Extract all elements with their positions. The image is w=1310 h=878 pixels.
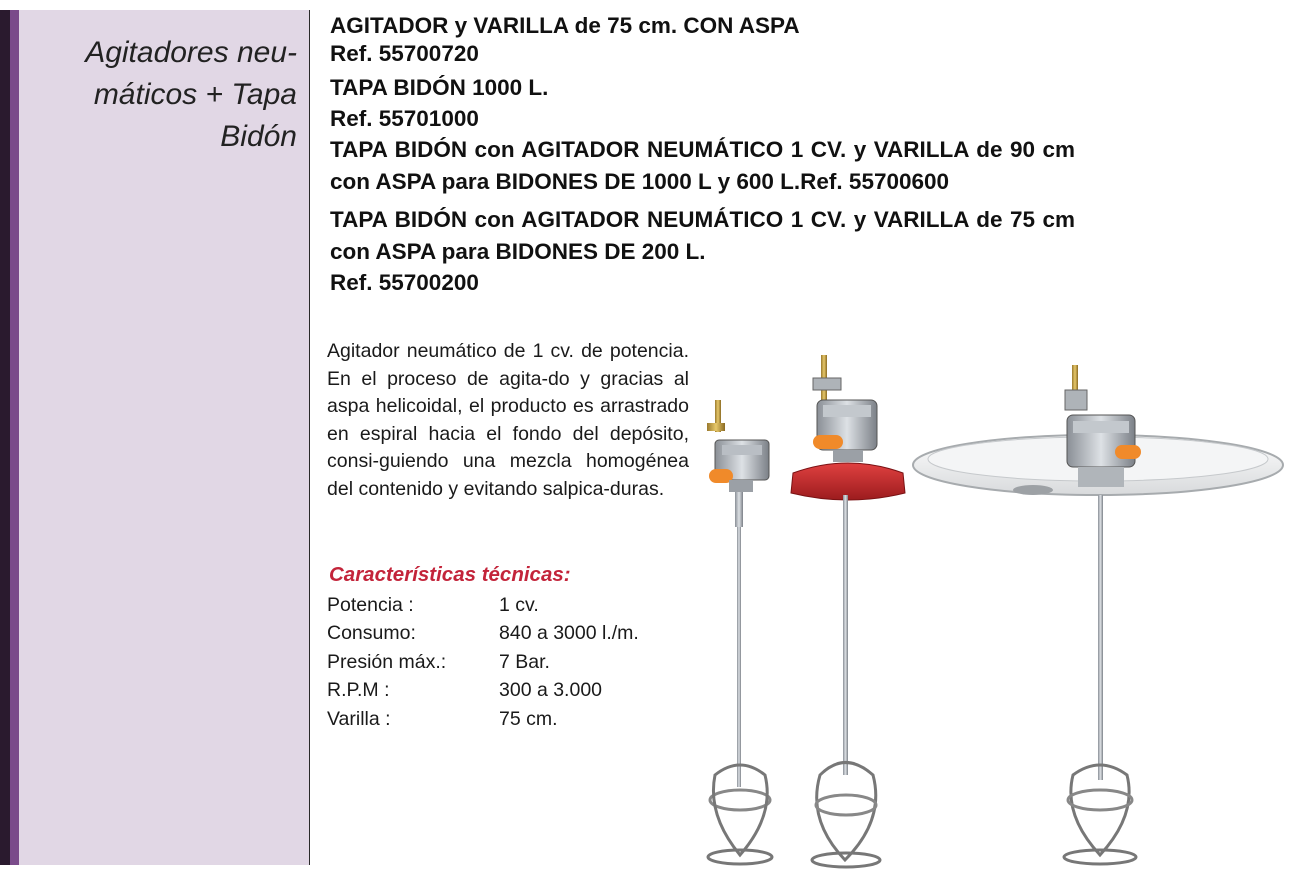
spec-value: 1 cv. xyxy=(499,594,539,616)
agitator-standalone-image xyxy=(707,400,772,864)
heading-agitator-ref: Ref. 55700720 xyxy=(330,41,479,66)
product-headings xyxy=(330,10,1080,299)
heading-lid-agitator-200: TAPA BIDÓN con AGITADOR NEUMÁTICO 1 CV. y VARILLA de 75 cm con ASPA para BIDONES DE 200 L. xyxy=(330,207,1075,264)
spec-row xyxy=(327,676,727,704)
spec-value: 840 a 3000 l./m. xyxy=(499,622,639,645)
specs-table xyxy=(327,591,727,733)
category-sidebar xyxy=(0,10,310,865)
spec-label: R.P.M : xyxy=(327,679,390,702)
spec-row xyxy=(327,705,727,733)
product-photos xyxy=(695,345,1295,875)
agitator-red-lid-image xyxy=(791,355,905,867)
spec-label: Presión máx.: xyxy=(327,650,447,673)
spec-row xyxy=(327,648,727,676)
heading-lid-ref: Ref. 55701000 xyxy=(330,106,479,131)
sidebar-dark-stripe xyxy=(0,10,10,865)
specs-title: Características técnicas: xyxy=(329,563,571,586)
spec-label: Potencia : xyxy=(327,594,414,616)
product-description: Agitador neumático de 1 cv. de potencia. En el proceso de agita-do y gracias al aspa helicoidal, el producto es arrastrado en espiral hacia el fondo del depósito, consi-guiendo una mezcla homogénea del contenido y evitando salpica-duras. xyxy=(327,340,689,500)
heading-lid-agitator-1000: TAPA BIDÓN con AGITADOR NEUMÁTICO 1 CV. y VARILLA de 90 cm con ASPA para BIDONES DE 1000 L y 600 L.Ref. 55700600 xyxy=(330,137,1075,194)
spec-value: 7 Bar. xyxy=(499,650,550,673)
spec-label: Consumo: xyxy=(327,622,416,645)
agitator-drum-lid-image xyxy=(913,365,1283,864)
heading-lid-agitator-200-ref: Ref. 55700200 xyxy=(330,270,479,295)
spec-row xyxy=(327,591,727,619)
spec-label: Varilla : xyxy=(327,707,391,730)
section-title: Agitadores neu- máticos + Tapa Bidón xyxy=(85,36,297,153)
spec-value: 300 a 3.000 xyxy=(499,679,603,702)
heading-agitator-title: AGITADOR y VARILLA de 75 cm. CON ASPA xyxy=(330,13,800,38)
spec-row xyxy=(327,619,727,647)
heading-lid-title: TAPA BIDÓN 1000 L. xyxy=(330,75,549,100)
spec-value: 75 cm. xyxy=(499,707,558,730)
